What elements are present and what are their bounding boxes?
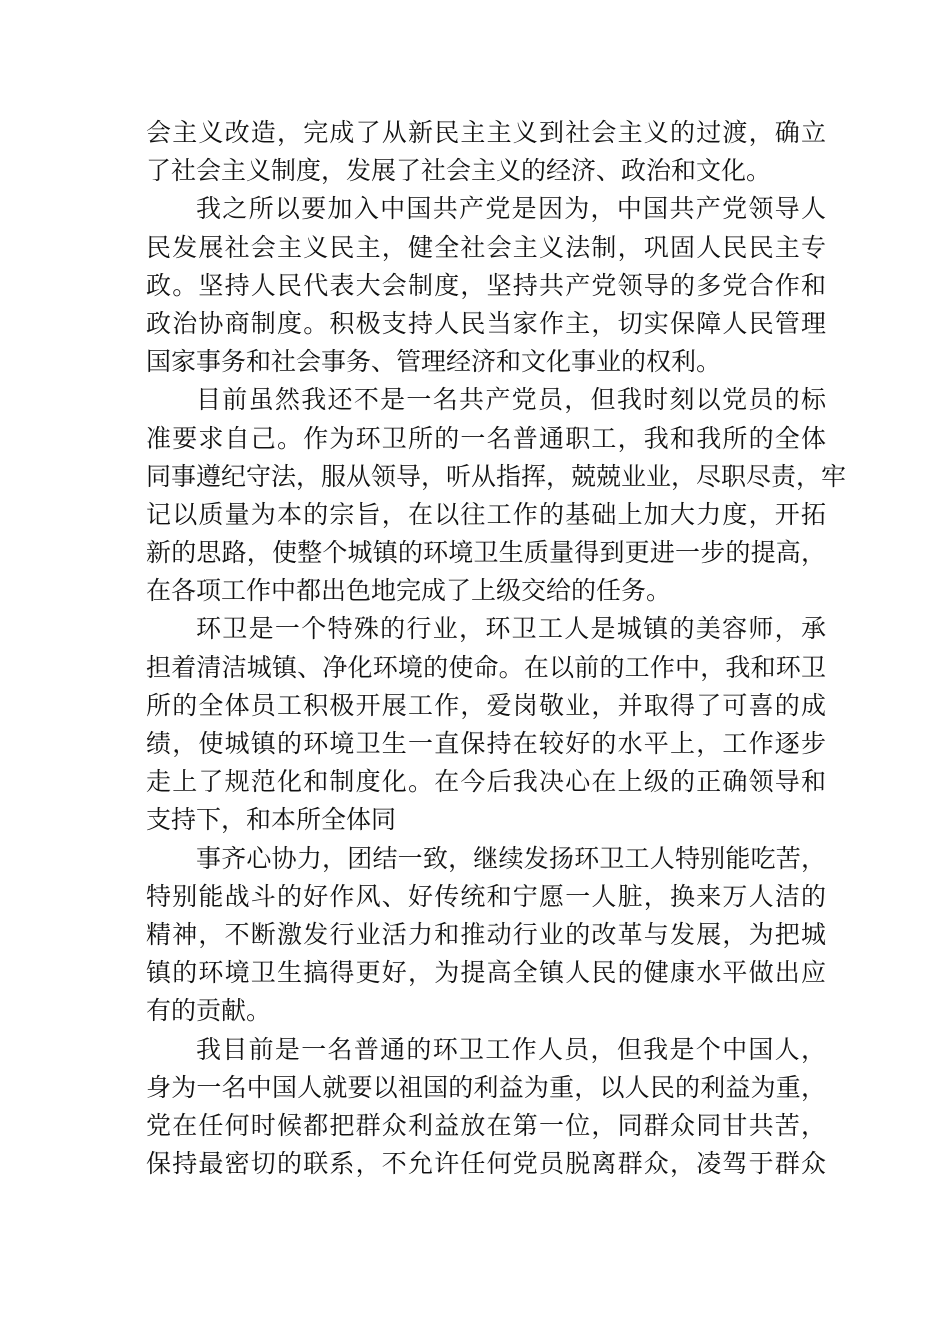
text-line: 记以质量为本的宗旨，在以往工作的基础上加大力度，开拓	[146, 499, 826, 529]
text-line: 了社会主义制度，发展了社会主义的经济、政治和文化。	[146, 156, 772, 186]
text-line: 镇的环境卫生搞得更好，为提高全镇人民的健康水平做出应	[146, 958, 826, 988]
text-line: 政。坚持人民代表大会制度，坚持共产党领导的多党合作和	[146, 270, 826, 300]
text-line: 精神，不断激发行业活力和推动行业的改革与发展，为把城	[146, 919, 826, 949]
paragraph-first-line: 我之所以要加入中国共产党是因为，中国共产党领导人	[196, 194, 826, 224]
text-line: 民发展社会主义民主，健全社会主义法制，巩固人民民主专	[146, 232, 826, 262]
text-line: 走上了规范化和制度化。在今后我决心在上级的正确领导和	[146, 767, 826, 797]
text-line: 担着清洁城镇、净化环境的使命。在以前的工作中，我和环卫	[146, 652, 826, 682]
paragraph-first-line: 环卫是一个特殊的行业，环卫工人是城镇的美容师，承	[196, 614, 826, 644]
text-line: 支持下，和本所全体同	[146, 805, 397, 835]
text-line: 会主义改造，完成了从新民主主义到社会主义的过渡，确立	[146, 118, 826, 147]
text-line: 所的全体员工积极开展工作，爱岗敬业，并取得了可喜的成	[146, 690, 826, 720]
paragraph-first-line: 我目前是一名普通的环卫工作人员，但我是个中国人，	[196, 1034, 826, 1064]
text-line: 党在任何时候都把群众利益放在第一位，同群众同甘共苦，	[146, 1110, 826, 1140]
paragraph-first-line: 目前虽然我还不是一名共产党员，但我时刻以党员的标	[196, 385, 826, 415]
text-line: 同事遵纪守法，服从领导，听从指挥，兢兢业业，尽职尽责，牢	[146, 461, 847, 491]
paragraph-first-line: 事齐心协力，团结一致，继续发扬环卫工人特别能吃苦，	[196, 843, 826, 873]
text-line: 新的思路，使整个城镇的环境卫生质量得到更进一步的提高，	[146, 538, 826, 568]
text-line: 准要求自己。作为环卫所的一名普通职工，我和我所的全体	[146, 423, 826, 453]
text-line: 特别能战斗的好作风、好传统和宁愿一人脏，换来万人洁的	[146, 881, 826, 911]
text-line: 国家事务和社会事务、管理经济和文化事业的权利。	[146, 347, 722, 377]
text-line: 在各项工作中都出色地完成了上级交给的任务。	[146, 576, 672, 606]
text-line: 有的贡献。	[146, 996, 272, 1026]
text-line: 绩，使城镇的环境卫生一直保持在较好的水平上，工作逐步	[146, 729, 826, 758]
text-line: 身为一名中国人就要以祖国的利益为重，以人民的利益为重，	[146, 1072, 826, 1102]
text-line: 保持最密切的联系，不允许任何党员脱离群众，凌驾于群众	[146, 1149, 826, 1179]
document-body-text	[146, 114, 847, 1183]
text-line: 政治协商制度。积极支持人民当家作主，切实保障人民管理	[146, 308, 826, 338]
